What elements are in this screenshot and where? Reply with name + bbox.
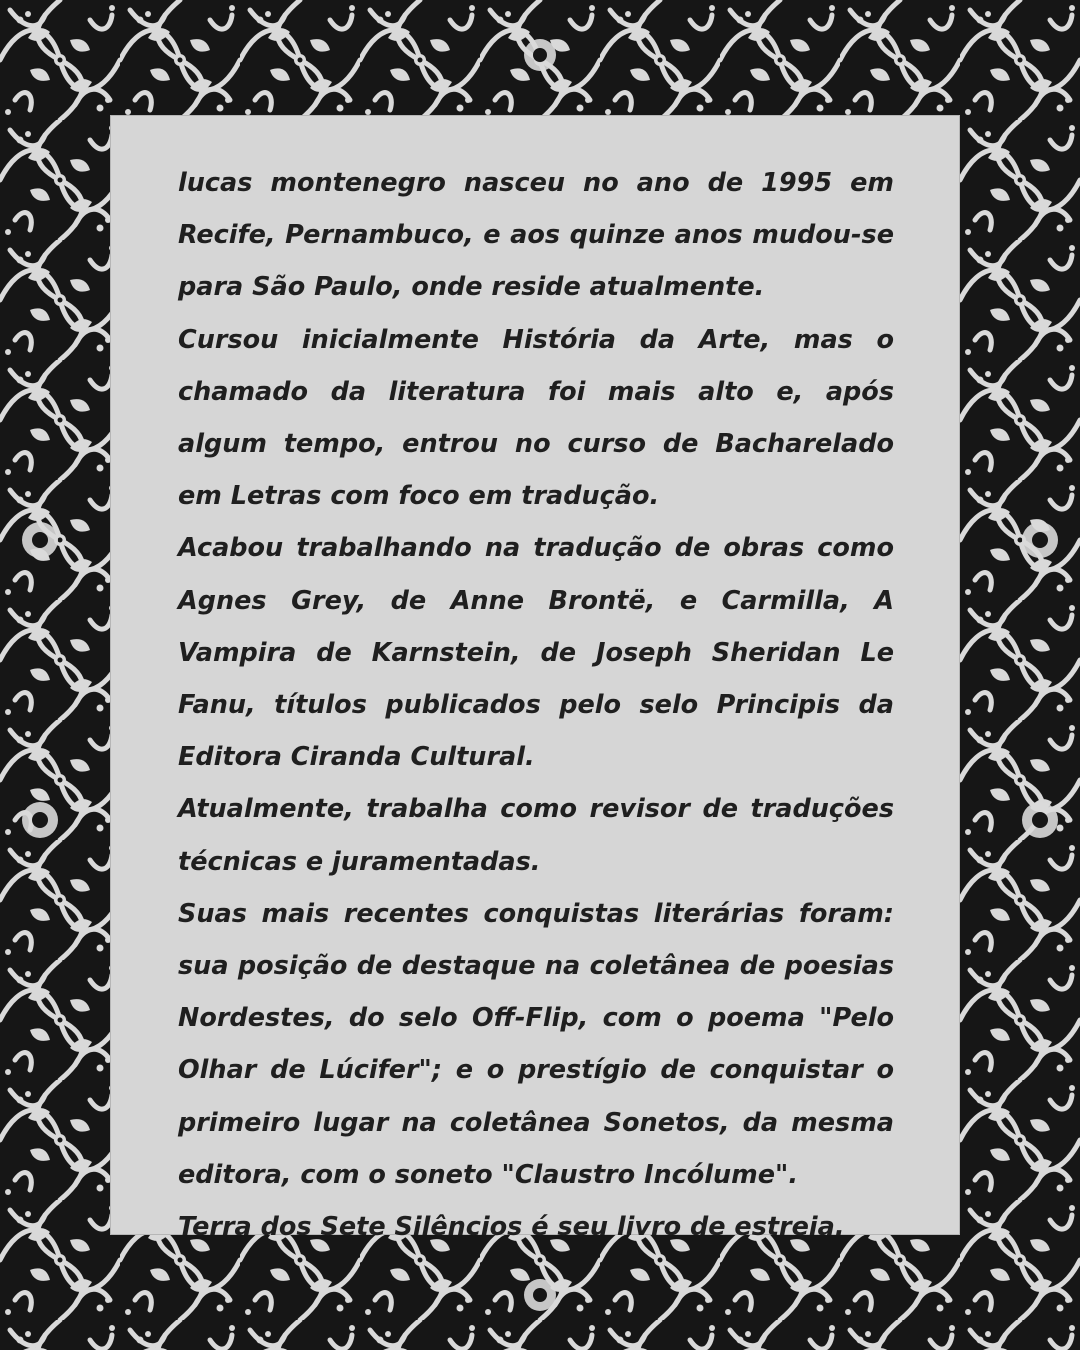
bio-paragraph-current-job: Atualmente, trabalha como revisor de traduções técnicas e juramentadas.: [178, 794, 894, 877]
author-bio: [178, 157, 894, 1253]
bio-paragraph-birth: lucas montenegro nasceu no ano de 1995 em Recife, Pernambuco, e aos quinze anos mudou-se para São Paulo, onde reside atualmente.: [178, 168, 894, 303]
bio-paragraph-education: Cursou inicialmente História da Arte, mas o chamado da literatura foi mais alto e, após algum tempo, entrou no curso de Bacharelado em Letras com foco em tradução.: [178, 324, 894, 512]
bio-paragraph-achievements: Suas mais recentes conquistas literárias foram: sua posição de destaque na coletânea de poesias Nordestes, do selo Off-Flip, com o poema "Pelo Olhar de Lúcifer"; e o prestígio de conquistar o primeiro lugar na coletânea Sonetos, da mesma editora, com o soneto "Claustro Incólume".: [178, 898, 894, 1190]
bio-paragraph-translations: Acabou trabalhando na tradução de obras como Agnes Grey, de Anne Brontë, e Carmilla, A Vampira de Karnstein, de Joseph Sheridan Le Fanu, títulos publicados pelo selo Principis da Editora Ciranda Cultural.: [178, 533, 894, 773]
text-panel: [110, 115, 960, 1243]
bio-paragraph-debut: Terra dos Sete Silêncios é seu livro de estreia.: [178, 1212, 845, 1243]
